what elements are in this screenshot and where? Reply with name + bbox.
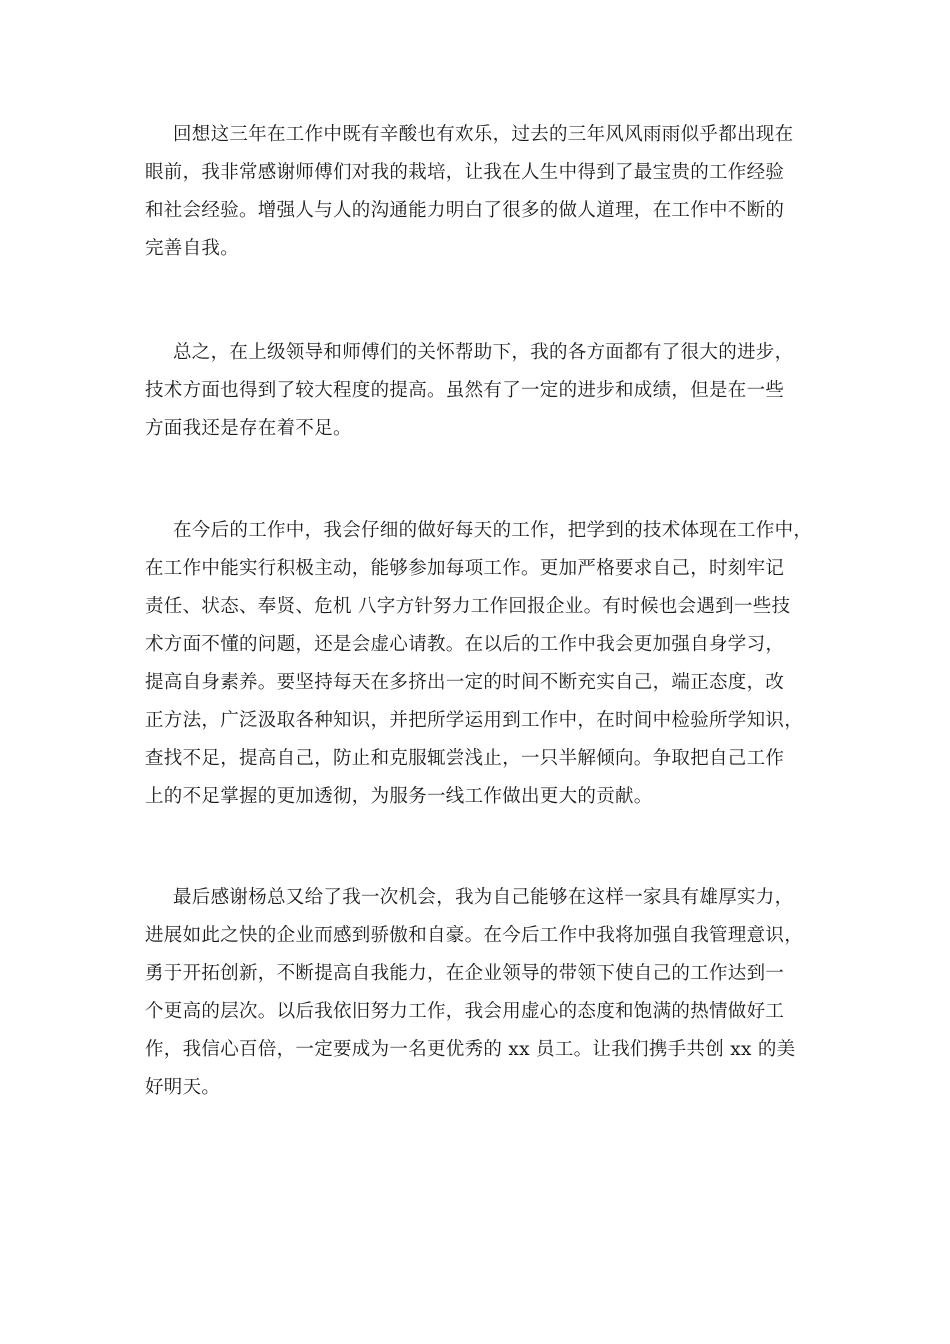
paragraph-line: 作，我信心百倍，一定要成为一名更优秀的 xx 员工。让我们携手共创 xx 的美 (145, 1039, 796, 1060)
paragraph-line: 眼前，我非常感谢师傅们对我的栽培，让我在人生中得到了最宝贵的工作经验 (145, 162, 785, 183)
paragraph-line: 责任、状态、奉贤、危机 八字方针努力工作回报企业。有时候也会遇到一些技 (145, 596, 791, 617)
paragraph-line: 进展如此之快的企业而感到骄傲和自豪。在今后工作中我将加强自我管理意识， (145, 925, 804, 946)
paragraph-line: 个更高的层次。以后我依旧努力工作，我会用虚心的态度和饱满的热情做好工 (145, 1001, 785, 1022)
paragraph-line: 技术方面也得到了较大程度的提高。虽然有了一定的进步和成绩，但是在一些 (145, 380, 785, 401)
paragraph-line: 正方法，广泛汲取各种知识，并把所学运用到工作中，在时间中检验所学知识， (145, 710, 804, 731)
paragraph-line: 查找不足，提高自己，防止和克服辄尝浅止，一只半解倾向。争取把自己工作 (145, 748, 785, 769)
paragraph-line: 在今后的工作中，我会仔细的做好每天的工作，把学到的技术体现在工作中， (173, 520, 813, 541)
paragraph-line: 和社会经验。增强人与人的沟通能力明白了很多的做人道理，在工作中不断的 (145, 200, 785, 221)
paragraph-line: 最后感谢杨总又给了我一次机会，我为自己能够在这样一家具有雄厚实力， (173, 887, 794, 908)
paragraph-line: 总之，在上级领导和师傅们的关怀帮助下，我的各方面都有了很大的进步， (173, 342, 794, 363)
paragraph-line: 回想这三年在工作中既有辛酸也有欢乐，过去的三年风风雨雨似乎都出现在 (173, 124, 794, 145)
paragraph-line: 术方面不懂的问题，还是会虚心请教。在以后的工作中我会更加强自身学习， (145, 634, 785, 655)
paragraph-line: 在工作中能实行积极主动，能够参加每项工作。更加严格要求自己，时刻牢记 (145, 558, 785, 579)
paragraph-line: 好明天。 (145, 1077, 221, 1098)
paragraph-line: 上的不足掌握的更加透彻，为服务一线工作做出更大的贡献。 (145, 786, 653, 807)
paragraph-line: 方面我还是存在着不足。 (145, 418, 352, 439)
paragraph-line: 提高自身素养。要坚持每天在多挤出一定的时间不断充实自己，端正态度，改 (145, 672, 785, 693)
paragraph-line: 勇于开拓创新，不断提高自我能力，在企业领导的带领下使自己的工作达到一 (145, 963, 785, 984)
paragraph-line: 完善自我。 (145, 238, 240, 259)
